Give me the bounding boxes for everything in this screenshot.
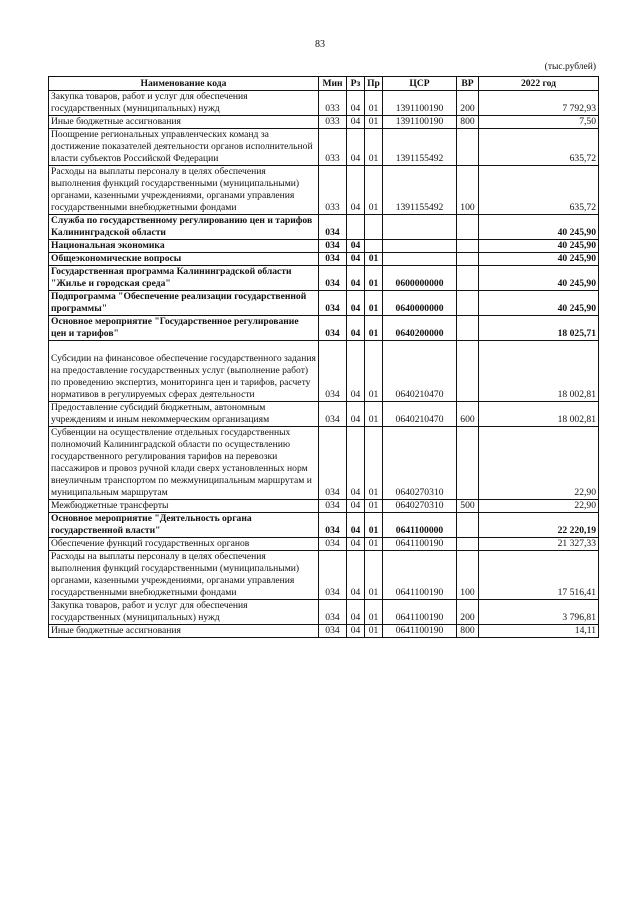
table-row bbox=[49, 240, 599, 253]
row-name: Иные бюджетные ассигнования bbox=[49, 116, 319, 129]
row-vr bbox=[457, 316, 479, 341]
row-min: 033 bbox=[319, 129, 347, 166]
row-min: 034 bbox=[319, 316, 347, 341]
row-pr: 01 bbox=[365, 253, 383, 266]
row-pr: 01 bbox=[365, 166, 383, 215]
row-min: 034 bbox=[319, 291, 347, 316]
row-min: 034 bbox=[319, 427, 347, 500]
table-row bbox=[49, 116, 599, 129]
row-name: Основное мероприятие "Деятельность органа государственной власти" bbox=[49, 513, 319, 538]
row-sum: 17 516,41 bbox=[479, 551, 599, 600]
row-rz: 04 bbox=[347, 513, 365, 538]
row-pr bbox=[365, 240, 383, 253]
header-name: Наименование кода bbox=[49, 77, 319, 91]
table-row bbox=[49, 166, 599, 215]
row-vr: 500 bbox=[457, 500, 479, 513]
row-csr bbox=[383, 215, 457, 240]
row-vr bbox=[457, 240, 479, 253]
table-row bbox=[49, 402, 599, 427]
row-min: 034 bbox=[319, 266, 347, 291]
row-csr: 0640210470 bbox=[383, 402, 457, 427]
row-sum: 7,50 bbox=[479, 116, 599, 129]
row-name: Национальная экономика bbox=[49, 240, 319, 253]
row-vr: 800 bbox=[457, 625, 479, 638]
table-row bbox=[49, 600, 599, 625]
row-csr: 0641100190 bbox=[383, 625, 457, 638]
table-row bbox=[49, 625, 599, 638]
row-name: Межбюджетные трансферты bbox=[49, 500, 319, 513]
row-vr: 100 bbox=[457, 551, 479, 600]
row-vr bbox=[457, 341, 479, 402]
row-sum: 635,72 bbox=[479, 166, 599, 215]
row-min: 034 bbox=[319, 513, 347, 538]
header-min: Мин bbox=[319, 77, 347, 91]
row-csr: 0641100190 bbox=[383, 551, 457, 600]
row-sum: 21 327,33 bbox=[479, 538, 599, 551]
row-pr bbox=[365, 215, 383, 240]
table-row bbox=[49, 291, 599, 316]
budget-table bbox=[48, 76, 599, 638]
row-name: Поощрение региональных управленческих команд за достижение показателей деятельности органов исполнительной власти субъектов Российской Федерации bbox=[49, 129, 319, 166]
row-vr: 600 bbox=[457, 402, 479, 427]
row-pr: 01 bbox=[365, 625, 383, 638]
header-sum: 2022 год bbox=[479, 77, 599, 91]
header-rz: Рз bbox=[347, 77, 365, 91]
table-row bbox=[49, 513, 599, 538]
row-vr bbox=[457, 253, 479, 266]
row-sum: 40 245,90 bbox=[479, 215, 599, 240]
row-pr: 01 bbox=[365, 600, 383, 625]
row-vr bbox=[457, 538, 479, 551]
row-sum: 18 025,71 bbox=[479, 316, 599, 341]
header-pr: Пр bbox=[365, 77, 383, 91]
row-name: Расходы на выплаты персоналу в целях обеспечения выполнения функций государственными (муниципальными) органами, казенными учреждениями, органами управления государственными внебюджетными фондами bbox=[49, 166, 319, 215]
row-sum: 40 245,90 bbox=[479, 266, 599, 291]
row-pr: 01 bbox=[365, 316, 383, 341]
header-vr: ВР bbox=[457, 77, 479, 91]
row-csr: 0640000000 bbox=[383, 291, 457, 316]
row-rz: 04 bbox=[347, 91, 365, 116]
row-sum: 22 220,19 bbox=[479, 513, 599, 538]
row-rz: 04 bbox=[347, 240, 365, 253]
row-name: Служба по государственному регулированию цен и тарифов Калининградской области bbox=[49, 215, 319, 240]
table-row bbox=[49, 91, 599, 116]
row-name: Иные бюджетные ассигнования bbox=[49, 625, 319, 638]
row-min: 034 bbox=[319, 538, 347, 551]
row-pr: 01 bbox=[365, 427, 383, 500]
row-csr: 0600000000 bbox=[383, 266, 457, 291]
row-vr bbox=[457, 266, 479, 291]
row-rz: 04 bbox=[347, 129, 365, 166]
row-pr: 01 bbox=[365, 266, 383, 291]
row-vr: 800 bbox=[457, 116, 479, 129]
table-row bbox=[49, 266, 599, 291]
table-row bbox=[49, 341, 599, 402]
row-csr: 1391100190 bbox=[383, 91, 457, 116]
row-min: 034 bbox=[319, 402, 347, 427]
row-csr: 1391100190 bbox=[383, 116, 457, 129]
row-rz bbox=[347, 215, 365, 240]
row-sum: 7 792,93 bbox=[479, 91, 599, 116]
row-csr: 0640200000 bbox=[383, 316, 457, 341]
row-min: 033 bbox=[319, 116, 347, 129]
row-pr: 01 bbox=[365, 116, 383, 129]
table-row bbox=[49, 215, 599, 240]
table-row bbox=[49, 500, 599, 513]
row-min: 034 bbox=[319, 551, 347, 600]
row-csr: 1391155492 bbox=[383, 129, 457, 166]
row-sum: 18 002,81 bbox=[479, 402, 599, 427]
row-name: Закупка товаров, работ и услуг для обеспечения государственных (муниципальных) нужд bbox=[49, 600, 319, 625]
row-pr: 01 bbox=[365, 402, 383, 427]
row-sum: 22,90 bbox=[479, 500, 599, 513]
row-sum: 14,11 bbox=[479, 625, 599, 638]
row-sum: 40 245,90 bbox=[479, 291, 599, 316]
row-csr: 0640270310 bbox=[383, 500, 457, 513]
row-min: 034 bbox=[319, 500, 347, 513]
row-csr: 0641100190 bbox=[383, 600, 457, 625]
row-min: 033 bbox=[319, 91, 347, 116]
row-name: Подпрограмма "Обеспечение реализации государственной программы" bbox=[49, 291, 319, 316]
row-min: 034 bbox=[319, 625, 347, 638]
row-csr: 0641100190 bbox=[383, 538, 457, 551]
row-name: Субсидии на финансовое обеспечение государственного задания на предоставление государственных услуг (выполнение работ) по проведению экспертиз, мониторинга цен и тарифов, расчету нормативов в регулируемых сферах деятельности bbox=[49, 341, 319, 402]
header-csr: ЦСР bbox=[383, 77, 457, 91]
row-pr: 01 bbox=[365, 341, 383, 402]
row-min: 034 bbox=[319, 215, 347, 240]
row-name: Закупка товаров, работ и услуг для обеспечения государственных (муниципальных) нужд bbox=[49, 91, 319, 116]
row-pr: 01 bbox=[365, 538, 383, 551]
row-name: Расходы на выплаты персоналу в целях обеспечения выполнения функций государственными (муниципальными) органами, казенными учреждениями, органами управления государственными внебюджетными фондами bbox=[49, 551, 319, 600]
table-row bbox=[49, 538, 599, 551]
row-vr: 100 bbox=[457, 166, 479, 215]
row-name: Общеэкономические вопросы bbox=[49, 253, 319, 266]
row-rz: 04 bbox=[347, 291, 365, 316]
row-sum: 40 245,90 bbox=[479, 253, 599, 266]
row-csr bbox=[383, 240, 457, 253]
row-sum: 3 796,81 bbox=[479, 600, 599, 625]
row-sum: 22,90 bbox=[479, 427, 599, 500]
row-name: Предоставление субсидий бюджетным, автономным учреждениям и иным некоммерческим организациям bbox=[49, 402, 319, 427]
row-min: 034 bbox=[319, 600, 347, 625]
row-csr bbox=[383, 253, 457, 266]
row-sum: 40 245,90 bbox=[479, 240, 599, 253]
page-number: 83 bbox=[315, 39, 325, 50]
row-rz: 04 bbox=[347, 316, 365, 341]
row-csr: 0640270310 bbox=[383, 427, 457, 500]
table-row bbox=[49, 129, 599, 166]
row-pr: 01 bbox=[365, 129, 383, 166]
row-vr bbox=[457, 129, 479, 166]
row-rz: 04 bbox=[347, 427, 365, 500]
row-pr: 01 bbox=[365, 551, 383, 600]
row-name: Субвенции на осуществление отдельных государственных полномочий Калининградской области по осуществлению государственного регулирования тарифов на перевозки пассажиров и провоз ручной клади сверх установленных норм внеуличным транспортом по межмуниципальным маршрутам и муниципальным маршрутам bbox=[49, 427, 319, 500]
row-name: Государственная программа Калининградской области "Жилье и городская среда" bbox=[49, 266, 319, 291]
row-rz: 04 bbox=[347, 166, 365, 215]
row-vr bbox=[457, 427, 479, 500]
table-row bbox=[49, 551, 599, 600]
row-vr: 200 bbox=[457, 91, 479, 116]
row-rz: 04 bbox=[347, 266, 365, 291]
row-vr bbox=[457, 513, 479, 538]
row-rz: 04 bbox=[347, 253, 365, 266]
row-rz: 04 bbox=[347, 116, 365, 129]
row-rz: 04 bbox=[347, 551, 365, 600]
row-pr: 01 bbox=[365, 513, 383, 538]
row-sum: 18 002,81 bbox=[479, 341, 599, 402]
row-min: 033 bbox=[319, 166, 347, 215]
units-label: (тыс.рублей) bbox=[544, 62, 596, 72]
row-pr: 01 bbox=[365, 500, 383, 513]
row-min: 034 bbox=[319, 253, 347, 266]
table-row bbox=[49, 253, 599, 266]
row-rz: 04 bbox=[347, 500, 365, 513]
row-rz: 04 bbox=[347, 538, 365, 551]
row-vr: 200 bbox=[457, 600, 479, 625]
row-csr: 0640210470 bbox=[383, 341, 457, 402]
row-rz: 04 bbox=[347, 600, 365, 625]
row-pr: 01 bbox=[365, 291, 383, 316]
row-vr bbox=[457, 215, 479, 240]
table-row bbox=[49, 316, 599, 341]
row-rz: 04 bbox=[347, 341, 365, 402]
row-name: Основное мероприятие "Государственное регулирование цен и тарифов" bbox=[49, 316, 319, 341]
row-csr: 1391155492 bbox=[383, 166, 457, 215]
row-min: 034 bbox=[319, 341, 347, 402]
row-sum: 635,72 bbox=[479, 129, 599, 166]
row-rz: 04 bbox=[347, 625, 365, 638]
table-header-row bbox=[49, 77, 599, 91]
row-min: 034 bbox=[319, 240, 347, 253]
row-pr: 01 bbox=[365, 91, 383, 116]
row-name: Обеспечение функций государственных органов bbox=[49, 538, 319, 551]
row-rz: 04 bbox=[347, 402, 365, 427]
row-csr: 0641100000 bbox=[383, 513, 457, 538]
table-row bbox=[49, 427, 599, 500]
row-vr bbox=[457, 291, 479, 316]
